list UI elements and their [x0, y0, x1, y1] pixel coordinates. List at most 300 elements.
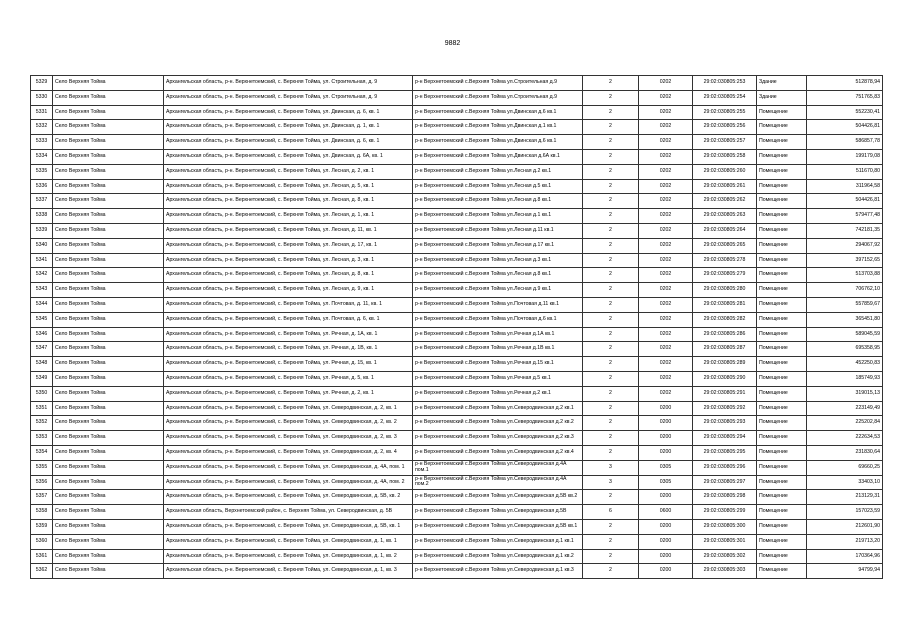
object-type-cell: Помещение [757, 179, 807, 194]
cadastral-value-cell: 511670,80 [807, 164, 883, 179]
register-body [31, 76, 883, 579]
cadastral-number-cell: 29:02:030805:293 [693, 416, 757, 431]
short-address-cell: р-н Верхнетоемский с.Верхняя Тойма ул.Речная д.2 кв.1 [413, 386, 583, 401]
row-number-cell: 5335 [31, 164, 53, 179]
subgroup-code-cell: 0200 [639, 431, 693, 446]
group-code-cell: 2 [583, 135, 639, 150]
row-number-cell: 5348 [31, 357, 53, 372]
table-row [31, 431, 883, 446]
page-number: 9882 [444, 40, 461, 47]
table-row [31, 564, 883, 579]
row-number-cell: 5351 [31, 401, 53, 416]
locality-cell: Село Верхняя Тойма [53, 371, 164, 386]
subgroup-code-cell: 0202 [639, 268, 693, 283]
cadastral-value-cell: 751765,83 [807, 90, 883, 105]
cadastral-value-cell: 94799,94 [807, 564, 883, 579]
full-address-cell: Архангельская область, р-н. Верхнетоемский, с. Верхняя Тойма, ул. Северодвинская, д. 2, кв. 3 [164, 431, 413, 446]
full-address-cell: Архангельская область, р-н. Верхнетоемский, с. Верхняя Тойма, ул. Лесная, д. 11, кв. 1 [164, 223, 413, 238]
locality-cell: Село Верхняя Тойма [53, 209, 164, 224]
row-number-cell: 5334 [31, 149, 53, 164]
table-row [31, 283, 883, 298]
table-row [31, 342, 883, 357]
subgroup-code-cell: 0202 [639, 357, 693, 372]
table-row [31, 549, 883, 564]
full-address-cell: Архангельская область, р-н. Верхнетоемский, с. Верхняя Тойма, ул. Лесная, д. 8, кв. 1 [164, 268, 413, 283]
row-number-cell: 5362 [31, 564, 53, 579]
row-number-cell: 5354 [31, 445, 53, 460]
group-code-cell: 6 [583, 505, 639, 520]
table-row [31, 268, 883, 283]
group-code-cell: 2 [583, 253, 639, 268]
cadastral-value-cell: 586857,78 [807, 135, 883, 150]
subgroup-code-cell: 0202 [639, 164, 693, 179]
table-row [31, 149, 883, 164]
full-address-cell: Архангельская область, р-н. Верхнетоемский, с. Верхняя Тойма, ул. Двинская, д. 6А, кв. 1 [164, 149, 413, 164]
full-address-cell: Архангельская область, р-н. Верхнетоемский, с. Верхняя Тойма, ул. Речная, д. 5, кв. 1 [164, 371, 413, 386]
row-number-cell: 5361 [31, 549, 53, 564]
short-address-cell: р-н Верхнетоемский с.Верхняя Тойма ул.Речная д.1А кв.1 [413, 327, 583, 342]
object-type-cell: Здание [757, 76, 807, 91]
group-code-cell: 2 [583, 342, 639, 357]
row-number-cell: 5357 [31, 490, 53, 505]
group-code-cell: 2 [583, 297, 639, 312]
locality-cell: Село Верхняя Тойма [53, 135, 164, 150]
cadastral-value-cell: 185749,93 [807, 371, 883, 386]
row-number-cell: 5333 [31, 135, 53, 150]
table-row [31, 312, 883, 327]
row-number-cell: 5329 [31, 76, 53, 91]
group-code-cell: 2 [583, 105, 639, 120]
locality-cell: Село Верхняя Тойма [53, 505, 164, 520]
locality-cell: Село Верхняя Тойма [53, 149, 164, 164]
locality-cell: Село Верхняя Тойма [53, 342, 164, 357]
locality-cell: Село Верхняя Тойма [53, 431, 164, 446]
subgroup-code-cell: 0202 [639, 297, 693, 312]
short-address-cell: р-н Верхнетоемский с.Верхняя Тойма ул.Северодвинская д.2 кв.2 [413, 416, 583, 431]
group-code-cell: 2 [583, 149, 639, 164]
row-number-cell: 5336 [31, 179, 53, 194]
cadastral-number-cell: 29:02:030805:296 [693, 460, 757, 475]
object-type-cell: Помещение [757, 371, 807, 386]
object-type-cell: Помещение [757, 164, 807, 179]
cadastral-number-cell: 29:02:030805:286 [693, 327, 757, 342]
subgroup-code-cell: 0202 [639, 342, 693, 357]
short-address-cell: р-н Верхнетоемский с.Верхняя Тойма ул.Речная д.1В кв.1 [413, 342, 583, 357]
full-address-cell: Архангельская область, Верхнетоемский район, с. Верхняя Тойма, ул. Северодвинская, д. 5В [164, 505, 413, 520]
locality-cell: Село Верхняя Тойма [53, 179, 164, 194]
group-code-cell: 2 [583, 179, 639, 194]
cadastral-number-cell: 29:02:030805:303 [693, 564, 757, 579]
group-code-cell: 2 [583, 312, 639, 327]
subgroup-code-cell: 0202 [639, 371, 693, 386]
locality-cell: Село Верхняя Тойма [53, 283, 164, 298]
short-address-cell: р-н Верхнетоемский с.Верхняя Тойма ул.Лесная д.9 кв.1 [413, 283, 583, 298]
cadastral-number-cell: 29:02:030805:257 [693, 135, 757, 150]
full-address-cell: Архангельская область, р-н. Верхнетоемский, с. Верхняя Тойма, ул. Северодвинская, д. 2, кв. 1 [164, 401, 413, 416]
cadastral-number-cell: 29:02:030805:282 [693, 312, 757, 327]
short-address-cell: р-н Верхнетоемский с.Верхняя Тойма ул.Лесная д.2 кв.1 [413, 164, 583, 179]
locality-cell: Село Верхняя Тойма [53, 253, 164, 268]
object-type-cell: Помещение [757, 149, 807, 164]
object-type-cell: Помещение [757, 445, 807, 460]
object-type-cell: Помещение [757, 534, 807, 549]
cadastral-number-cell: 29:02:030805:301 [693, 534, 757, 549]
table-row [31, 445, 883, 460]
full-address-cell: Архангельская область, р-н. Верхнетоемский, с. Верхняя Тойма, ул. Лесная, д. 5, кв. 1 [164, 179, 413, 194]
object-type-cell: Помещение [757, 519, 807, 534]
cadastral-value-cell: 33403,10 [807, 475, 883, 490]
cadastral-number-cell: 29:02:030805:287 [693, 342, 757, 357]
row-number-cell: 5332 [31, 120, 53, 135]
group-code-cell: 2 [583, 401, 639, 416]
subgroup-code-cell: 0305 [639, 475, 693, 490]
object-type-cell: Помещение [757, 327, 807, 342]
table-row [31, 460, 883, 475]
subgroup-code-cell: 0202 [639, 120, 693, 135]
short-address-cell: р-н Верхнетоемский с.Верхняя Тойма ул.Северодвинская д.5В [413, 505, 583, 520]
locality-cell: Село Верхняя Тойма [53, 357, 164, 372]
full-address-cell: Архангельская область, р-н. Верхнетоемский, с. Верхняя Тойма, ул. Северодвинская, д. 4А, пом. 2 [164, 475, 413, 490]
table-row [31, 386, 883, 401]
cadastral-number-cell: 29:02:030805:297 [693, 475, 757, 490]
short-address-cell: р-н Верхнетоемский с.Верхняя Тойма ул.Северодвинская д.5В кв.2 [413, 490, 583, 505]
short-address-cell: р-н Верхнетоемский с.Верхняя Тойма ул.Лесная д.8 кв.1 [413, 194, 583, 209]
object-type-cell: Помещение [757, 549, 807, 564]
group-code-cell: 3 [583, 460, 639, 475]
short-address-cell: р-н Верхнетоемский с.Верхняя Тойма ул.Северодвинская д.2 кв.4 [413, 445, 583, 460]
subgroup-code-cell: 0202 [639, 386, 693, 401]
row-number-cell: 5352 [31, 416, 53, 431]
full-address-cell: Архангельская область, р-н. Верхнетоемский, с. Верхняя Тойма, ул. Речная, д. 1В, кв. 1 [164, 342, 413, 357]
locality-cell: Село Верхняя Тойма [53, 460, 164, 475]
object-type-cell: Помещение [757, 238, 807, 253]
object-type-cell: Помещение [757, 342, 807, 357]
cadastral-number-cell: 29:02:030805:279 [693, 268, 757, 283]
object-type-cell: Помещение [757, 135, 807, 150]
locality-cell: Село Верхняя Тойма [53, 312, 164, 327]
table-row [31, 76, 883, 91]
cadastral-value-cell: 170364,96 [807, 549, 883, 564]
subgroup-code-cell: 0202 [639, 179, 693, 194]
locality-cell: Село Верхняя Тойма [53, 416, 164, 431]
cadastral-value-cell: 742181,35 [807, 223, 883, 238]
full-address-cell: Архангельская область, р-н. Верхнетоемский, с. Верхняя Тойма, ул. Речная, д. 15, кв. 1 [164, 357, 413, 372]
full-address-cell: Архангельская область, р-н. Верхнетоемский, с. Верхняя Тойма, ул. Строительная, д. 9 [164, 90, 413, 105]
cadastral-value-cell: 319015,13 [807, 386, 883, 401]
object-type-cell: Помещение [757, 297, 807, 312]
full-address-cell: Архангельская область, р-н. Верхнетоемский, с. Верхняя Тойма, ул. Северодвинская, д. 1, кв. 1 [164, 534, 413, 549]
cadastral-value-cell: 552230,41 [807, 105, 883, 120]
full-address-cell: Архангельская область, р-н. Верхнетоемский, с. Верхняя Тойма, ул. Лесная, д. 9, кв. 1 [164, 283, 413, 298]
cadastral-number-cell: 29:02:030805:290 [693, 371, 757, 386]
subgroup-code-cell: 0202 [639, 209, 693, 224]
cadastral-number-cell: 29:02:030805:263 [693, 209, 757, 224]
cadastral-number-cell: 29:02:030805:280 [693, 283, 757, 298]
group-code-cell: 2 [583, 90, 639, 105]
object-type-cell: Здание [757, 90, 807, 105]
table-row [31, 416, 883, 431]
subgroup-code-cell: 0202 [639, 135, 693, 150]
cadastral-number-cell: 29:02:030805:289 [693, 357, 757, 372]
subgroup-code-cell: 0600 [639, 505, 693, 520]
subgroup-code-cell: 0200 [639, 534, 693, 549]
locality-cell: Село Верхняя Тойма [53, 238, 164, 253]
object-type-cell: Помещение [757, 401, 807, 416]
group-code-cell: 2 [583, 490, 639, 505]
cadastral-value-cell: 706762,10 [807, 283, 883, 298]
locality-cell: Село Верхняя Тойма [53, 76, 164, 91]
full-address-cell: Архангельская область, р-н. Верхнетоемский, с. Верхняя Тойма, ул. Северодвинская, д. 2, кв. 2 [164, 416, 413, 431]
group-code-cell: 2 [583, 164, 639, 179]
table-row [31, 327, 883, 342]
row-number-cell: 5330 [31, 90, 53, 105]
locality-cell: Село Верхняя Тойма [53, 549, 164, 564]
row-number-cell: 5350 [31, 386, 53, 401]
subgroup-code-cell: 0202 [639, 194, 693, 209]
cadastral-value-cell: 311964,58 [807, 179, 883, 194]
cadastral-number-cell: 29:02:030805:291 [693, 386, 757, 401]
cadastral-number-cell: 29:02:030805:294 [693, 431, 757, 446]
object-type-cell: Помещение [757, 209, 807, 224]
full-address-cell: Архангельская область, р-н. Верхнетоемский, с. Верхняя Тойма, ул. Лесная, д. 1, кв. 1 [164, 209, 413, 224]
object-type-cell: Помещение [757, 564, 807, 579]
cadastral-value-cell: 157023,59 [807, 505, 883, 520]
table-row [31, 253, 883, 268]
table-row [31, 223, 883, 238]
full-address-cell: Архангельская область, р-н. Верхнетоемский, с. Верхняя Тойма, ул. Северодвинская, д. 5В, кв. 2 [164, 490, 413, 505]
row-number-cell: 5355 [31, 460, 53, 475]
short-address-cell: р-н Верхнетоемский с.Верхняя Тойма ул.Северодвинская д.4А пом.2 [413, 475, 583, 490]
row-number-cell: 5342 [31, 268, 53, 283]
locality-cell: Село Верхняя Тойма [53, 401, 164, 416]
object-type-cell: Помещение [757, 416, 807, 431]
row-number-cell: 5338 [31, 209, 53, 224]
locality-cell: Село Верхняя Тойма [53, 120, 164, 135]
row-number-cell: 5358 [31, 505, 53, 520]
row-number-cell: 5349 [31, 371, 53, 386]
short-address-cell: р-н Верхнетоемский с.Верхняя Тойма ул.Строительная д.9 [413, 90, 583, 105]
table-row [31, 357, 883, 372]
table-row [31, 519, 883, 534]
row-number-cell: 5344 [31, 297, 53, 312]
short-address-cell: р-н Верхнетоемский с.Верхняя Тойма ул.Северодвинская д.1 кв.1 [413, 534, 583, 549]
subgroup-code-cell: 0202 [639, 283, 693, 298]
short-address-cell: р-н Верхнетоемский с.Верхняя Тойма ул.Двинская д.6А кв.1 [413, 149, 583, 164]
object-type-cell: Помещение [757, 105, 807, 120]
table-row [31, 475, 883, 490]
locality-cell: Село Верхняя Тойма [53, 564, 164, 579]
short-address-cell: р-н Верхнетоемский с.Верхняя Тойма ул.Лесная д.8 кв.1 [413, 268, 583, 283]
group-code-cell: 2 [583, 238, 639, 253]
locality-cell: Село Верхняя Тойма [53, 194, 164, 209]
full-address-cell: Архангельская область, р-н. Верхнетоемский, с. Верхняя Тойма, ул. Лесная, д. 8, кв. 1 [164, 194, 413, 209]
cadastral-value-cell: 397152,65 [807, 253, 883, 268]
cadastral-value-cell: 294067,92 [807, 238, 883, 253]
locality-cell: Село Верхняя Тойма [53, 223, 164, 238]
cadastral-value-cell: 199179,08 [807, 149, 883, 164]
subgroup-code-cell: 0202 [639, 253, 693, 268]
full-address-cell: Архангельская область, р-н. Верхнетоемский, с. Верхняя Тойма, ул. Двинская, д. 6, кв. 1 [164, 135, 413, 150]
full-address-cell: Архангельская область, р-н. Верхнетоемский, с. Верхняя Тойма, ул. Речная, д. 2, кв. 1 [164, 386, 413, 401]
subgroup-code-cell: 0200 [639, 519, 693, 534]
cadastral-number-cell: 29:02:030805:264 [693, 223, 757, 238]
subgroup-code-cell: 0200 [639, 401, 693, 416]
locality-cell: Село Верхняя Тойма [53, 90, 164, 105]
register-table [30, 75, 883, 579]
short-address-cell: р-н Верхнетоемский с.Верхняя Тойма ул.Двинская д.1 кв.1 [413, 120, 583, 135]
table-row [31, 238, 883, 253]
locality-cell: Село Верхняя Тойма [53, 297, 164, 312]
table-row [31, 120, 883, 135]
object-type-cell: Помещение [757, 505, 807, 520]
object-type-cell: Помещение [757, 268, 807, 283]
row-number-cell: 5353 [31, 431, 53, 446]
short-address-cell: р-н Верхнетоемский с.Верхняя Тойма ул.Лесная д.3 кв.1 [413, 253, 583, 268]
cadastral-number-cell: 29:02:030805:256 [693, 120, 757, 135]
object-type-cell: Помещение [757, 194, 807, 209]
full-address-cell: Архангельская область, р-н. Верхнетоемский, с. Верхняя Тойма, ул. Двинская, д. 1, кв. 1 [164, 120, 413, 135]
full-address-cell: Архангельская область, р-н. Верхнетоемский, с. Верхняя Тойма, ул. Лесная, д. 17, кв. 1 [164, 238, 413, 253]
table-row [31, 164, 883, 179]
row-number-cell: 5345 [31, 312, 53, 327]
cadastral-number-cell: 29:02:030805:299 [693, 505, 757, 520]
table-row [31, 105, 883, 120]
cadastral-number-cell: 29:02:030805:278 [693, 253, 757, 268]
object-type-cell: Помещение [757, 490, 807, 505]
row-number-cell: 5337 [31, 194, 53, 209]
short-address-cell: р-н Верхнетоемский с.Верхняя Тойма ул.Строительная д.9 [413, 76, 583, 91]
subgroup-code-cell: 0200 [639, 416, 693, 431]
object-type-cell: Помещение [757, 431, 807, 446]
object-type-cell: Помещение [757, 312, 807, 327]
short-address-cell: р-н Верхнетоемский с.Верхняя Тойма ул.Лесная д.1 кв.1 [413, 209, 583, 224]
cadastral-number-cell: 29:02:030805:254 [693, 90, 757, 105]
group-code-cell: 2 [583, 564, 639, 579]
subgroup-code-cell: 0305 [639, 460, 693, 475]
group-code-cell: 2 [583, 268, 639, 283]
short-address-cell: р-н Верхнетоемский с.Верхняя Тойма ул.Речная д.5 кв.1 [413, 371, 583, 386]
cadastral-number-cell: 29:02:030805:253 [693, 76, 757, 91]
locality-cell: Село Верхняя Тойма [53, 268, 164, 283]
row-number-cell: 5331 [31, 105, 53, 120]
cadastral-value-cell: 452250,83 [807, 357, 883, 372]
cadastral-value-cell: 579477,48 [807, 209, 883, 224]
row-number-cell: 5343 [31, 283, 53, 298]
short-address-cell: р-н Верхнетоемский с.Верхняя Тойма ул.Северодвинская д.1 кв.2 [413, 549, 583, 564]
cadastral-value-cell: 365451,80 [807, 312, 883, 327]
table-row [31, 490, 883, 505]
locality-cell: Село Верхняя Тойма [53, 386, 164, 401]
row-number-cell: 5347 [31, 342, 53, 357]
table-row [31, 371, 883, 386]
subgroup-code-cell: 0202 [639, 90, 693, 105]
group-code-cell: 2 [583, 327, 639, 342]
table-row [31, 534, 883, 549]
subgroup-code-cell: 0202 [639, 76, 693, 91]
group-code-cell: 2 [583, 223, 639, 238]
group-code-cell: 2 [583, 386, 639, 401]
row-number-cell: 5356 [31, 475, 53, 490]
subgroup-code-cell: 0202 [639, 312, 693, 327]
group-code-cell: 2 [583, 431, 639, 446]
short-address-cell: р-н Верхнетоемский с.Верхняя Тойма ул.Северодвинская д.4А пом.1 [413, 460, 583, 475]
table-row [31, 505, 883, 520]
full-address-cell: Архангельская область, р-н. Верхнетоемский, с. Верхняя Тойма, ул. Северодвинская, д. 1, кв. 2 [164, 549, 413, 564]
row-number-cell: 5340 [31, 238, 53, 253]
locality-cell: Село Верхняя Тойма [53, 519, 164, 534]
short-address-cell: р-н Верхнетоемский с.Верхняя Тойма ул.Северодвинская д.5В кв.1 [413, 519, 583, 534]
cadastral-value-cell: 212601,90 [807, 519, 883, 534]
cadastral-value-cell: 225202,84 [807, 416, 883, 431]
locality-cell: Село Верхняя Тойма [53, 105, 164, 120]
cadastral-number-cell: 29:02:030805:255 [693, 105, 757, 120]
object-type-cell: Помещение [757, 223, 807, 238]
subgroup-code-cell: 0202 [639, 223, 693, 238]
cadastral-value-cell: 695358,95 [807, 342, 883, 357]
group-code-cell: 2 [583, 371, 639, 386]
full-address-cell: Архангельская область, р-н. Верхнетоемский, с. Верхняя Тойма, ул. Двинская, д. 6, кв. 1 [164, 105, 413, 120]
object-type-cell: Помещение [757, 460, 807, 475]
object-type-cell: Помещение [757, 120, 807, 135]
cadastral-number-cell: 29:02:030805:265 [693, 238, 757, 253]
cadastral-value-cell: 512878,94 [807, 76, 883, 91]
subgroup-code-cell: 0200 [639, 549, 693, 564]
subgroup-code-cell: 0200 [639, 564, 693, 579]
short-address-cell: р-н Верхнетоемский с.Верхняя Тойма ул.Северодвинская д.2 кв.1 [413, 401, 583, 416]
table-row [31, 135, 883, 150]
cadastral-value-cell: 513703,88 [807, 268, 883, 283]
table-row [31, 297, 883, 312]
row-number-cell: 5359 [31, 519, 53, 534]
cadastral-value-cell: 231830,64 [807, 445, 883, 460]
locality-cell: Село Верхняя Тойма [53, 490, 164, 505]
cadastral-value-cell: 222634,53 [807, 431, 883, 446]
cadastral-number-cell: 29:02:030805:300 [693, 519, 757, 534]
subgroup-code-cell: 0202 [639, 327, 693, 342]
full-address-cell: Архангельская область, р-н. Верхнетоемский, с. Верхняя Тойма, ул. Лесная, д. 2, кв. 1 [164, 164, 413, 179]
object-type-cell: Помещение [757, 357, 807, 372]
cadastral-value-cell: 557859,67 [807, 297, 883, 312]
cadastral-value-cell: 219713,20 [807, 534, 883, 549]
group-code-cell: 2 [583, 445, 639, 460]
full-address-cell: Архангельская область, р-н. Верхнетоемский, с. Верхняя Тойма, ул. Северодвинская, д. 2, кв. 4 [164, 445, 413, 460]
locality-cell: Село Верхняя Тойма [53, 164, 164, 179]
object-type-cell: Помещение [757, 253, 807, 268]
cadastral-value-cell: 69660,25 [807, 460, 883, 475]
row-number-cell: 5339 [31, 223, 53, 238]
group-code-cell: 2 [583, 357, 639, 372]
locality-cell: Село Верхняя Тойма [53, 475, 164, 490]
cadastral-number-cell: 29:02:030805:261 [693, 179, 757, 194]
cadastral-value-cell: 504426,81 [807, 120, 883, 135]
subgroup-code-cell: 0200 [639, 490, 693, 505]
cadastral-number-cell: 29:02:030805:281 [693, 297, 757, 312]
cadastral-value-cell: 213129,31 [807, 490, 883, 505]
short-address-cell: р-н Верхнетоемский с.Верхняя Тойма ул.Речная д.15 кв.1 [413, 357, 583, 372]
table-row [31, 90, 883, 105]
short-address-cell: р-н Верхнетоемский с.Верхняя Тойма ул.Лесная д.11 кв.1 [413, 223, 583, 238]
subgroup-code-cell: 0202 [639, 149, 693, 164]
row-number-cell: 5346 [31, 327, 53, 342]
table-row [31, 179, 883, 194]
locality-cell: Село Верхняя Тойма [53, 327, 164, 342]
full-address-cell: Архангельская область, р-н. Верхнетоемский, с. Верхняя Тойма, ул. Почтовая, д. 11, кв. 1 [164, 297, 413, 312]
group-code-cell: 2 [583, 416, 639, 431]
subgroup-code-cell: 0200 [639, 445, 693, 460]
group-code-cell: 2 [583, 549, 639, 564]
full-address-cell: Архангельская область, р-н. Верхнетоемский, с. Верхняя Тойма, ул. Лесная, д. 3, кв. 1 [164, 253, 413, 268]
group-code-cell: 2 [583, 519, 639, 534]
